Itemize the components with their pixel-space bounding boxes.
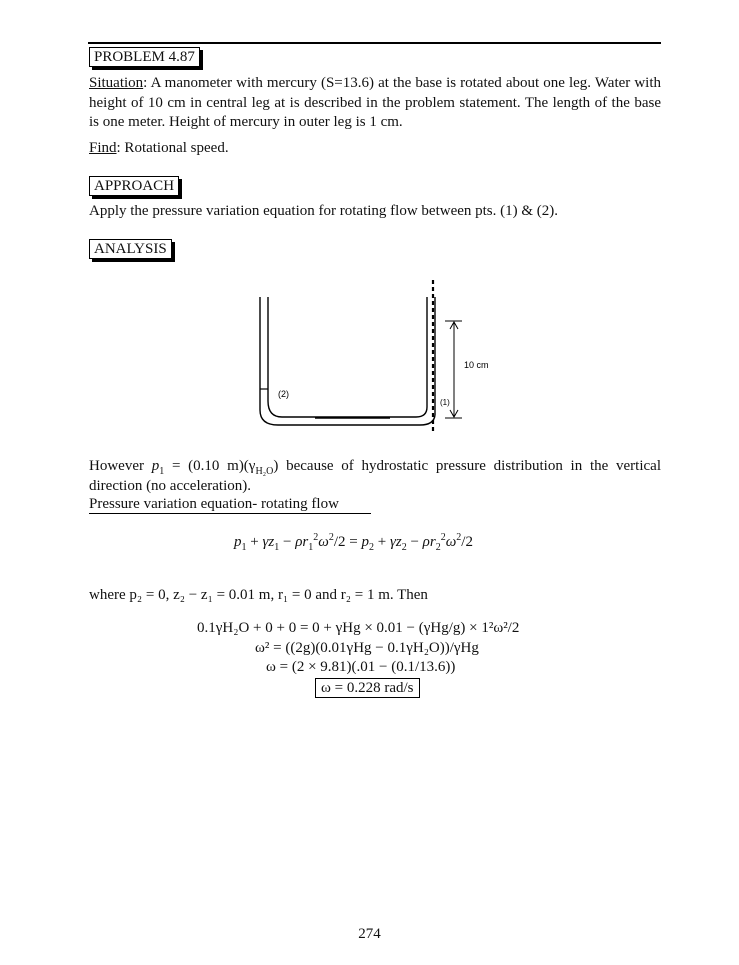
section-heading: Pressure variation equation- rotating flow xyxy=(89,496,339,512)
however-rest: ) because of hydrostatic pressure distribution in the vertical direction (no acceleration). xyxy=(89,458,661,494)
approach-text: Apply the pressure variation equation for rotating flow between pts. (1) & (2). xyxy=(89,203,559,219)
equation-line-2: ω² = ((2g)(0.01γHg − 0.1γH₂O))/γHg xyxy=(255,640,479,656)
however-eq: = (0.10 m)(γ xyxy=(164,458,256,474)
find-text: : Rotational speed. xyxy=(116,140,229,156)
equation-line-1: 0.1γH₂O + 0 + 0 = 0 + γHg × 0.01 − (γHg/g) × 1²ω²/2 xyxy=(197,620,520,636)
situation-paragraph xyxy=(89,74,661,133)
point1-label: (1) xyxy=(440,398,450,407)
answer-box: ω = 0.228 rad/s xyxy=(315,678,420,698)
situation-label: Situation xyxy=(89,75,144,91)
rotating-flow-equation: $p_1 + \gamma z_1 - \rho r_1^2\omega^2/2 = p_2 + \gamma z_2 - \rho r_2^2\omega^2/2$ xyxy=(234,532,473,553)
point2-label: (2) xyxy=(278,389,289,399)
problem-tag: PROBLEM 4.87 xyxy=(89,47,200,67)
analysis-tag: ANALYSIS xyxy=(89,239,172,259)
however-prefix: However xyxy=(89,458,144,474)
however-paragraph: However $p_1 = (0.10$ $m)(\gamma_{H_2O})$ because of hydrostatic pressure distribution in the vertical direction (no acceleration). xyxy=(89,458,661,494)
equation-line-3: ω = (2 × 9.81)(.01 − (0.1/13.6)) xyxy=(266,659,456,675)
manometer-diagram xyxy=(240,275,489,440)
however-p1: p xyxy=(151,458,160,474)
approach-tag: APPROACH xyxy=(89,176,179,196)
dimension-label: 10 cm xyxy=(464,360,489,370)
page-number: 274 xyxy=(358,926,381,942)
find-paragraph xyxy=(89,139,661,159)
answer-box-wrapper xyxy=(315,680,420,697)
however-sub: H₂O xyxy=(255,466,274,477)
top-rule xyxy=(88,42,661,44)
situation-text: : A manometer with mercury (S=13.6) at the base is rotated about one leg. Water with height of 10 cm in central leg at is described in the problem statement. The length of the base is one meter. Height of mercury in outer leg is 1 cm. xyxy=(89,75,661,130)
where-paragraph: where p₂ = 0, z₂ − z₁ = 0.01 m, r₁ = 0 and r₂ = 1 m. Then xyxy=(89,587,428,603)
manometer-tube xyxy=(260,297,435,425)
find-label: Find xyxy=(89,140,117,156)
section-heading-underline xyxy=(89,513,371,514)
